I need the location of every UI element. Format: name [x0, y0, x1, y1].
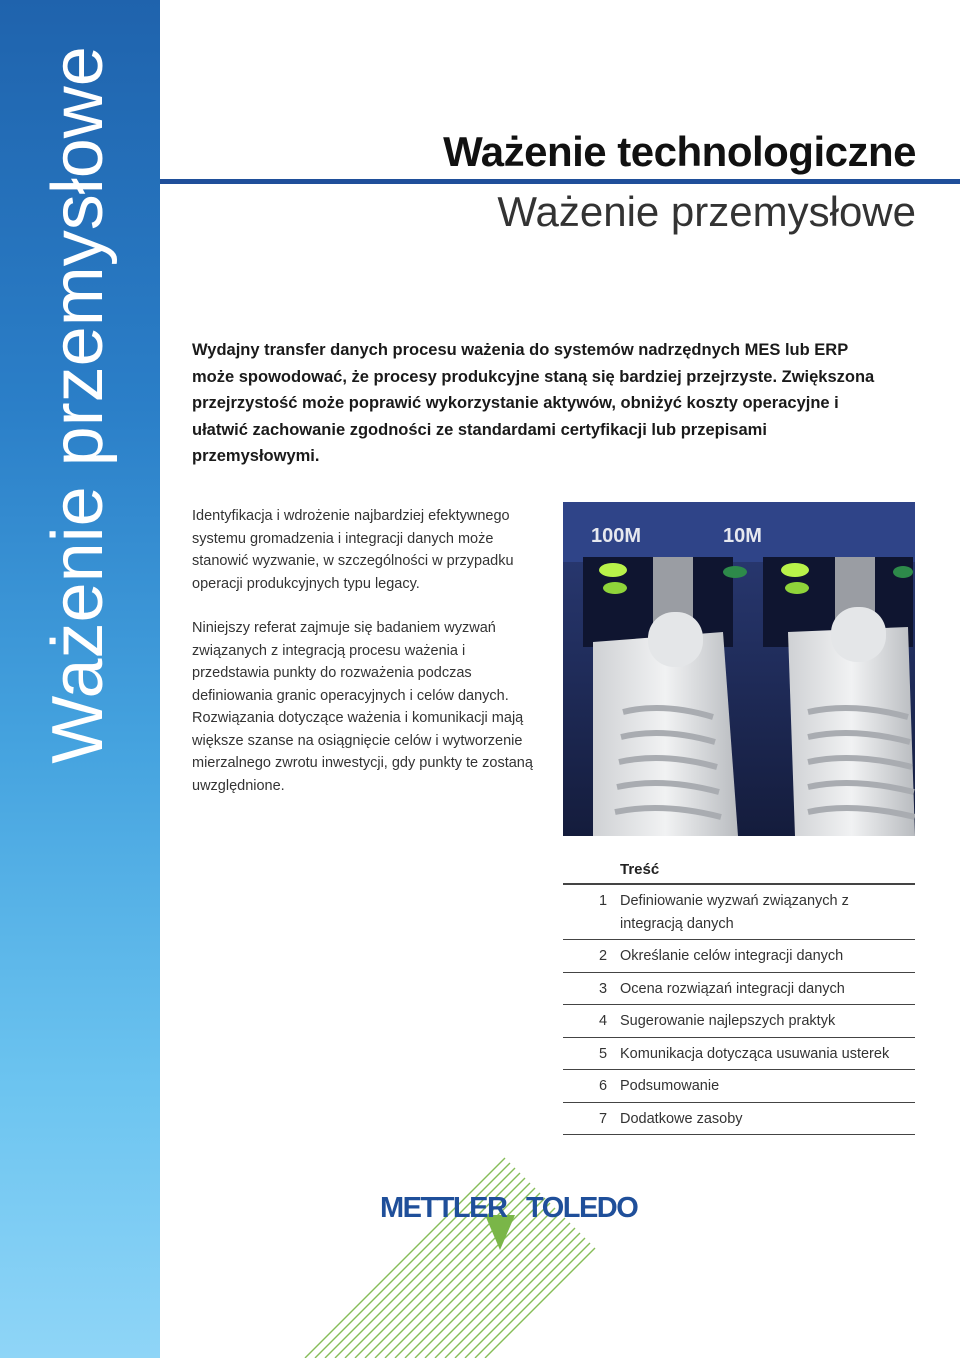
toc-item-number: 6 — [599, 1078, 608, 1094]
toc-item — [563, 973, 915, 1006]
toc-item — [563, 1103, 915, 1136]
toc-item — [563, 1038, 915, 1071]
intro-paragraph: Wydajny transfer danych procesu ważenia do systemów nadrzędnych MES lub ERP może spowodować, że procesy produkcyjne staną się bardziej przejrzyste. Zwiększona przejrzystość może poprawić wykorzystanie aktywów, obniżyć koszty operacyjne i ułatwić zachowanie zgodności ze standardami certyfikacji lub przepisami przemysłowymi. — [192, 341, 875, 465]
body-paragraph-1: Identyfikacja i wdrożenie najbardziej efektywnego systemu gromadzenia i integracji danych może stanowić wyzwanie, w szczególności w przypadku operacji produkcyjnych typu legacy. — [192, 508, 514, 592]
toc-item — [563, 885, 915, 940]
toc-title: Treść — [620, 861, 660, 878]
toc-item-number: 7 — [599, 1110, 608, 1127]
toc-item-label: Sugerowanie najlepszych praktyk — [620, 1013, 836, 1029]
toc-item-label: Dodatkowe zasoby — [620, 1110, 743, 1127]
toc-item-label: Definiowanie wyzwań związanych z integracją danych — [620, 893, 849, 932]
toc-item — [563, 940, 915, 973]
toc-item — [563, 1005, 915, 1038]
port-label-100m: 100M — [591, 525, 642, 547]
table-of-contents — [563, 885, 915, 1135]
toc-item-number: 4 — [599, 1013, 608, 1029]
toc-item-number: 5 — [599, 1045, 608, 1062]
header-divider — [160, 179, 960, 184]
toc-item-number: 3 — [599, 980, 608, 997]
sidebar-label: Ważenie przemysłowe — [38, 46, 118, 764]
toc-item-number: 1 — [599, 893, 608, 909]
toc-item-label: Określanie celów integracji danych — [620, 948, 844, 964]
toc-item — [563, 1070, 915, 1103]
toc-item-number: 2 — [599, 948, 608, 964]
logo-graphic — [300, 1155, 660, 1358]
port-label-10m: 10M — [723, 525, 762, 547]
sidebar-band — [0, 0, 160, 1358]
toc-item-label: Komunikacja dotycząca usuwania usterek — [620, 1045, 890, 1062]
page-subtitle: Ważenie przemysłowe — [497, 188, 916, 235]
photo-illustration — [563, 502, 915, 836]
body-paragraph-2: Niniejszy referat zajmuje się badaniem wyzwań związanych z integracją procesu ważenia i przedstawia punkty do rozważenia podczas definiowania granic operacyjnych i celów danych. Rozwiązania dotyczące ważenia i komunikacji mają większe szanse na osiągnięcie celów i wytworzenie mierzalnego zwrotu inwestycji, gdy punkty te zostaną uwzględnione. — [192, 620, 533, 794]
logo-text-toledo: TOLEDO — [526, 1192, 638, 1224]
toc-item-label: Ocena rozwiązań integracji danych — [620, 980, 845, 997]
page-title: Ważenie technologiczne — [443, 128, 916, 175]
ethernet-cables-photo — [563, 502, 915, 836]
logo-text-mettler: METTLER — [380, 1192, 507, 1224]
toc-item-label: Podsumowanie — [620, 1078, 720, 1094]
mettler-toledo-logo — [300, 1155, 660, 1358]
